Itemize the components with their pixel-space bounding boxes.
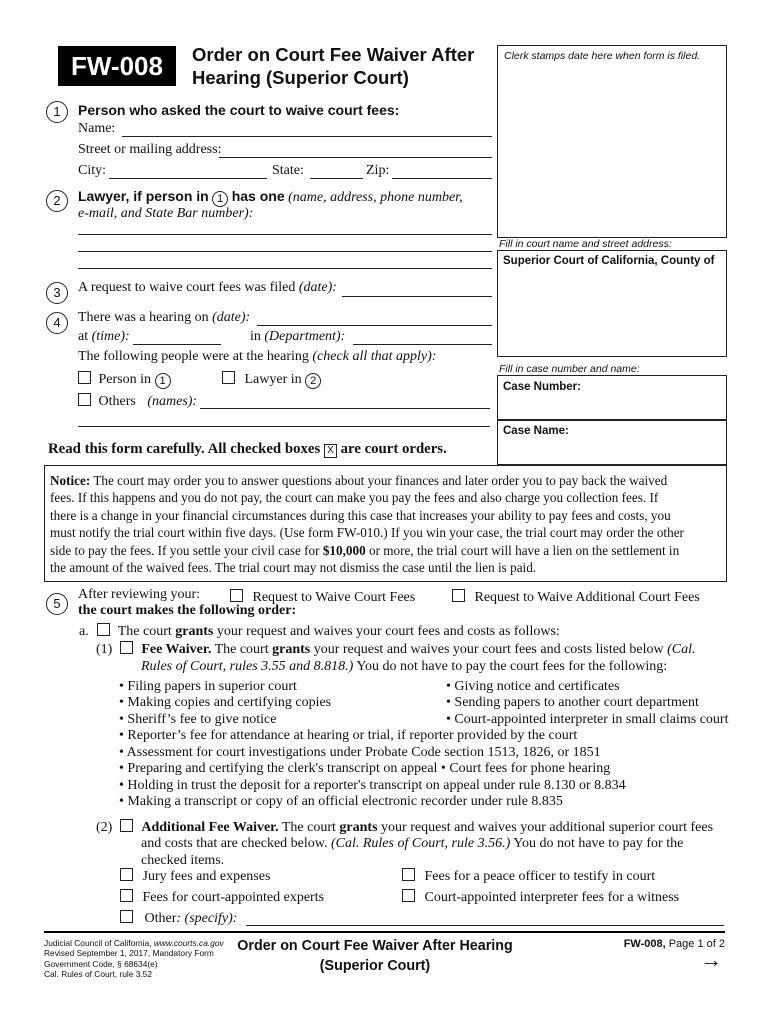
others-names-field[interactable] — [200, 408, 490, 409]
notice-l1: The court may order you to answer questions about your finances and later order you to pay back the waived — [93, 473, 668, 488]
zip-field[interactable] — [392, 178, 492, 179]
city-field[interactable] — [109, 178, 267, 179]
form-title-line1: Order on Court Fee Waiver After — [192, 44, 475, 65]
names-label: (names): — [147, 394, 198, 409]
footer-line-4: Cal. Rules of Court, rule 3.52 — [44, 968, 152, 979]
fee-item-phone: • Court fees for phone hearing — [440, 761, 611, 776]
state-field[interactable] — [310, 178, 363, 179]
additional-waiver-row-3: checked items. — [141, 853, 225, 868]
hearing-time-row — [78, 329, 130, 345]
specify-label: : (specify): — [176, 911, 238, 926]
state-label: State: — [272, 163, 304, 178]
notice-line-4: must notify the trial court within five days. (Use form FW-010.) If you win your case, the trial court may order the other — [50, 525, 684, 541]
form-id-badge: FW-008 — [58, 46, 176, 86]
in-label: in — [250, 329, 261, 344]
notice-line-5 — [50, 542, 684, 559]
additional-fees-checkbox[interactable] — [452, 589, 465, 602]
footer-rule — [44, 931, 725, 933]
fee-waiver-title: Fee Waiver. — [141, 642, 212, 657]
experts-checkbox[interactable] — [120, 889, 133, 902]
jury-label: Jury fees and expenses — [142, 869, 271, 884]
fee-item: • Making a transcript or copy of an official electronic recorder under rule 8.835 — [119, 794, 563, 809]
p2-label: (2) — [96, 820, 113, 835]
case-info-label: Fill in case number and name: — [499, 363, 640, 375]
person-ref-circle: 1 — [155, 373, 171, 389]
fee-item-transcript — [119, 761, 626, 778]
section-2-heading-a: Lawyer, if person in — [78, 188, 209, 204]
section-2-detail-b: e-mail, and State Bar number): — [78, 206, 254, 221]
clerk-stamp-label: Clerk stamps date here when form is filed. — [504, 50, 701, 62]
section-2-number: 2 — [46, 190, 68, 212]
lawyer-field-3[interactable] — [78, 268, 492, 269]
other-row — [120, 910, 237, 927]
court-name-label: Fill in court name and street address: — [499, 238, 672, 250]
opt-additional-fees-row — [452, 589, 700, 606]
section-2-ref-circle: 1 — [212, 191, 228, 207]
notice-l5c: or more, the trial court will have a lien on the settlement in — [368, 542, 680, 558]
court-name-box[interactable] — [497, 250, 727, 357]
notice-label: Notice: — [50, 473, 91, 488]
footer-line-3: Government Code, § 68634(e) — [44, 958, 158, 969]
footer-line-2: Revised September 1, 2017, Mandatory Form — [44, 948, 214, 959]
fee-list-left — [119, 679, 331, 728]
other-label: Other — [144, 911, 177, 926]
experts-row — [120, 889, 324, 906]
lawyer-field-2[interactable] — [78, 251, 492, 252]
attendees-text — [78, 349, 436, 365]
attendee-person-row — [78, 371, 171, 389]
zip-label: Zip: — [366, 163, 390, 178]
fee-list-right — [446, 679, 729, 728]
others-names-field-2[interactable] — [78, 426, 490, 427]
additional-waiver-row-2 — [141, 836, 683, 852]
jury-row — [120, 868, 270, 885]
attendee-others-row — [78, 393, 197, 410]
hearing-time-field[interactable] — [133, 344, 221, 345]
fee-waiver-cite-b: Rules of Court, rules 3.55 and 8.818.) — [141, 659, 354, 674]
section-3-text — [78, 280, 337, 296]
footer-title — [222, 936, 528, 976]
footer-title-2: (Superior Court) — [319, 958, 431, 974]
interpreter-row — [402, 889, 679, 906]
city-label: City: — [78, 163, 107, 178]
other-checkbox[interactable] — [120, 910, 133, 923]
clerk-stamp-box[interactable] — [497, 45, 727, 238]
section-3-number: 3 — [46, 282, 68, 304]
section-2-heading-b: has one — [231, 188, 285, 204]
fee-waiver-grants: grants — [272, 642, 311, 657]
fee-item: • Giving notice and certificates — [446, 679, 620, 694]
fee-waiver-cite-a: (Cal. — [667, 642, 696, 657]
fee-item: • Holding in trust the deposit for a reporter's transcript on appeal under rule 8.130 or 8.834 — [119, 777, 626, 793]
fee-item: • Filing papers in superior court — [119, 679, 297, 694]
footer-form-ref: FW-008, — [623, 938, 666, 950]
footer-website: www.courts.ca.gov — [153, 938, 224, 948]
street-label: Street or mailing address: — [78, 142, 222, 157]
notice-box — [44, 465, 727, 582]
item-a-row — [79, 623, 560, 640]
fee-item: • Sending papers to another court department — [446, 695, 699, 711]
experts-label: Fees for court-appointed experts — [142, 890, 325, 905]
at-label: at — [78, 329, 89, 344]
peace-officer-label: Fees for a peace officer to testify in court — [424, 869, 656, 884]
form-title — [192, 43, 474, 89]
fee-waiver-text-c: You do not have to pay the court fees for the following: — [356, 659, 668, 674]
hearing-date-field[interactable] — [257, 325, 492, 326]
additional-fees-label: Request to Waive Additional Court Fees — [474, 590, 700, 605]
fee-item: • Court-appointed interpreter in small claims court — [446, 711, 729, 727]
form-title-line2: Hearing (Superior Court) — [192, 67, 409, 88]
read-carefully-b: are court orders. — [340, 441, 447, 457]
court-order-heading: the court makes the following order: — [78, 603, 297, 618]
filed-date-field[interactable] — [342, 296, 492, 297]
peace-row — [402, 868, 655, 885]
additional-waiver-text-b: your request and waives your additional superior court fees — [381, 820, 714, 835]
court-name-text: Superior Court of California, County of — [503, 255, 715, 267]
item-a-label: a. — [79, 624, 89, 639]
section-1-number: 1 — [46, 101, 68, 123]
section-3-date-label: (date): — [298, 280, 337, 295]
footer-title-1: Order on Court Fee Waiver After Hearing — [237, 938, 513, 954]
waive-fees-checkbox[interactable] — [230, 589, 243, 602]
notice-line-6: the amount of the waived fees. The trial court may not dismiss the case until the lien is paid. — [50, 560, 537, 576]
section-1-heading: Person who asked the court to waive court fees: — [78, 102, 400, 118]
fee-list-full — [119, 728, 626, 811]
others-label: Others — [98, 394, 136, 409]
attendee-lawyer-row — [222, 371, 321, 389]
name-label: Name: — [78, 121, 116, 136]
hearing-date-label: (date): — [212, 310, 251, 325]
additional-waiver-title: Additional Fee Waiver. — [141, 820, 279, 835]
section-4-number: 4 — [46, 312, 68, 334]
case-name-label: Case Name: — [503, 425, 569, 437]
peace-officer-checkbox[interactable] — [402, 868, 415, 881]
additional-waiver-grants: grants — [339, 820, 378, 835]
notice-l5a: side to pay the fees. If you settle your civil case for — [50, 542, 320, 558]
section-3-label: A request to waive court fees was filed — [78, 280, 296, 295]
additional-waiver-checkbox[interactable] — [120, 819, 133, 832]
others-checkbox[interactable] — [78, 393, 91, 406]
person-checkbox[interactable] — [78, 371, 91, 384]
item-a-text-b: your request and waives your court fees and costs as follows: — [216, 624, 560, 639]
fee-waiver-row-2 — [141, 659, 667, 675]
item-a-grants: grants — [175, 624, 214, 639]
lawyer-in-label: Lawyer in — [244, 372, 302, 387]
additional-waiver-text-a: The court — [281, 820, 336, 835]
fee-waiver-text-b: your request and waives your court fees and costs listed below — [313, 642, 664, 657]
notice-amount: $10,000 — [322, 542, 366, 558]
interpreter-label: Court-appointed interpreter fees for a witness — [424, 890, 680, 905]
case-name-box[interactable] — [497, 419, 727, 465]
fee-waiver-row — [96, 641, 696, 658]
x-box-icon: X — [324, 444, 337, 458]
lawyer-checkbox[interactable] — [222, 371, 235, 384]
next-page-arrow-icon[interactable]: → — [700, 947, 722, 972]
notice-line-3: there is a change in your financial circumstances during this case that increases your ability to pay fees and costs, you — [50, 507, 671, 523]
footer-legal — [44, 938, 224, 979]
department-row — [250, 329, 345, 345]
fee-item: • Reporter’s fee for attendance at hearing or trial, if reporter provided by the court — [119, 728, 578, 743]
additional-waiver-row — [96, 819, 713, 836]
item-a-checkbox[interactable] — [97, 623, 110, 636]
fee-item: • Assessment for court investigations under Probate Code section 1513, 1826, or 1851 — [119, 744, 601, 760]
attendees-label: The following people were at the hearing — [78, 349, 309, 364]
case-number-box[interactable] — [497, 375, 727, 421]
fee-waiver-checkbox[interactable] — [120, 641, 133, 654]
footer-l1a: Judicial Council of California, — [44, 938, 152, 948]
waive-fees-label: Request to Waive Court Fees — [252, 590, 416, 605]
additional-waiver-cite: (Cal. Rules of Court, rule 3.56.) — [330, 836, 511, 851]
street-field[interactable] — [219, 157, 492, 158]
section-5-number: 5 — [46, 593, 68, 615]
lawyer-ref-circle: 2 — [305, 373, 321, 389]
footer-page-number: Page 1 of 2 — [668, 938, 725, 950]
notice-line-1 — [50, 472, 684, 489]
section-2-detail-a: (name, address, phone number, — [288, 190, 463, 205]
footer-line-1 — [44, 938, 224, 948]
jury-checkbox[interactable] — [120, 868, 133, 881]
fee-item: • Sheriff’s fee to give notice — [119, 711, 277, 727]
lawyer-field-1[interactable] — [78, 234, 492, 235]
interpreter-checkbox[interactable] — [402, 889, 415, 902]
notice-line-2: fees. If this happens and you do not pay, the court can make you pay the fees and also charge you collection fees. If — [50, 490, 659, 506]
read-carefully-line — [48, 441, 447, 458]
department-field[interactable] — [353, 344, 492, 345]
hearing-text — [78, 310, 250, 326]
additional-waiver-text-c: and costs that are checked below. — [141, 836, 328, 851]
case-number-label: Case Number: — [503, 381, 581, 393]
item-a-text-a: The court — [117, 624, 172, 639]
person-in-label: Person in — [98, 372, 151, 387]
fee-item: • Making copies and certifying copies — [119, 695, 332, 711]
after-reviewing-label: After reviewing your: — [78, 587, 201, 602]
department-label: (Department): — [264, 329, 346, 344]
additional-waiver-text-d: You do not have to pay for the — [513, 836, 684, 851]
fee-waiver-text-a: The court — [214, 642, 269, 657]
time-label: (time): — [91, 329, 130, 344]
notice-text — [50, 472, 684, 576]
section-2-heading — [78, 188, 463, 207]
hearing-label: There was a hearing on — [78, 310, 209, 325]
fee-item: • Preparing and certifying the clerk's transcript on appeal — [119, 761, 438, 776]
name-field[interactable] — [122, 136, 492, 137]
p1-label: (1) — [96, 642, 113, 657]
read-carefully-a: Read this form carefully. All checked boxes — [48, 441, 321, 457]
other-specify-field[interactable] — [246, 925, 724, 926]
check-all-label: (check all that apply): — [312, 349, 437, 364]
